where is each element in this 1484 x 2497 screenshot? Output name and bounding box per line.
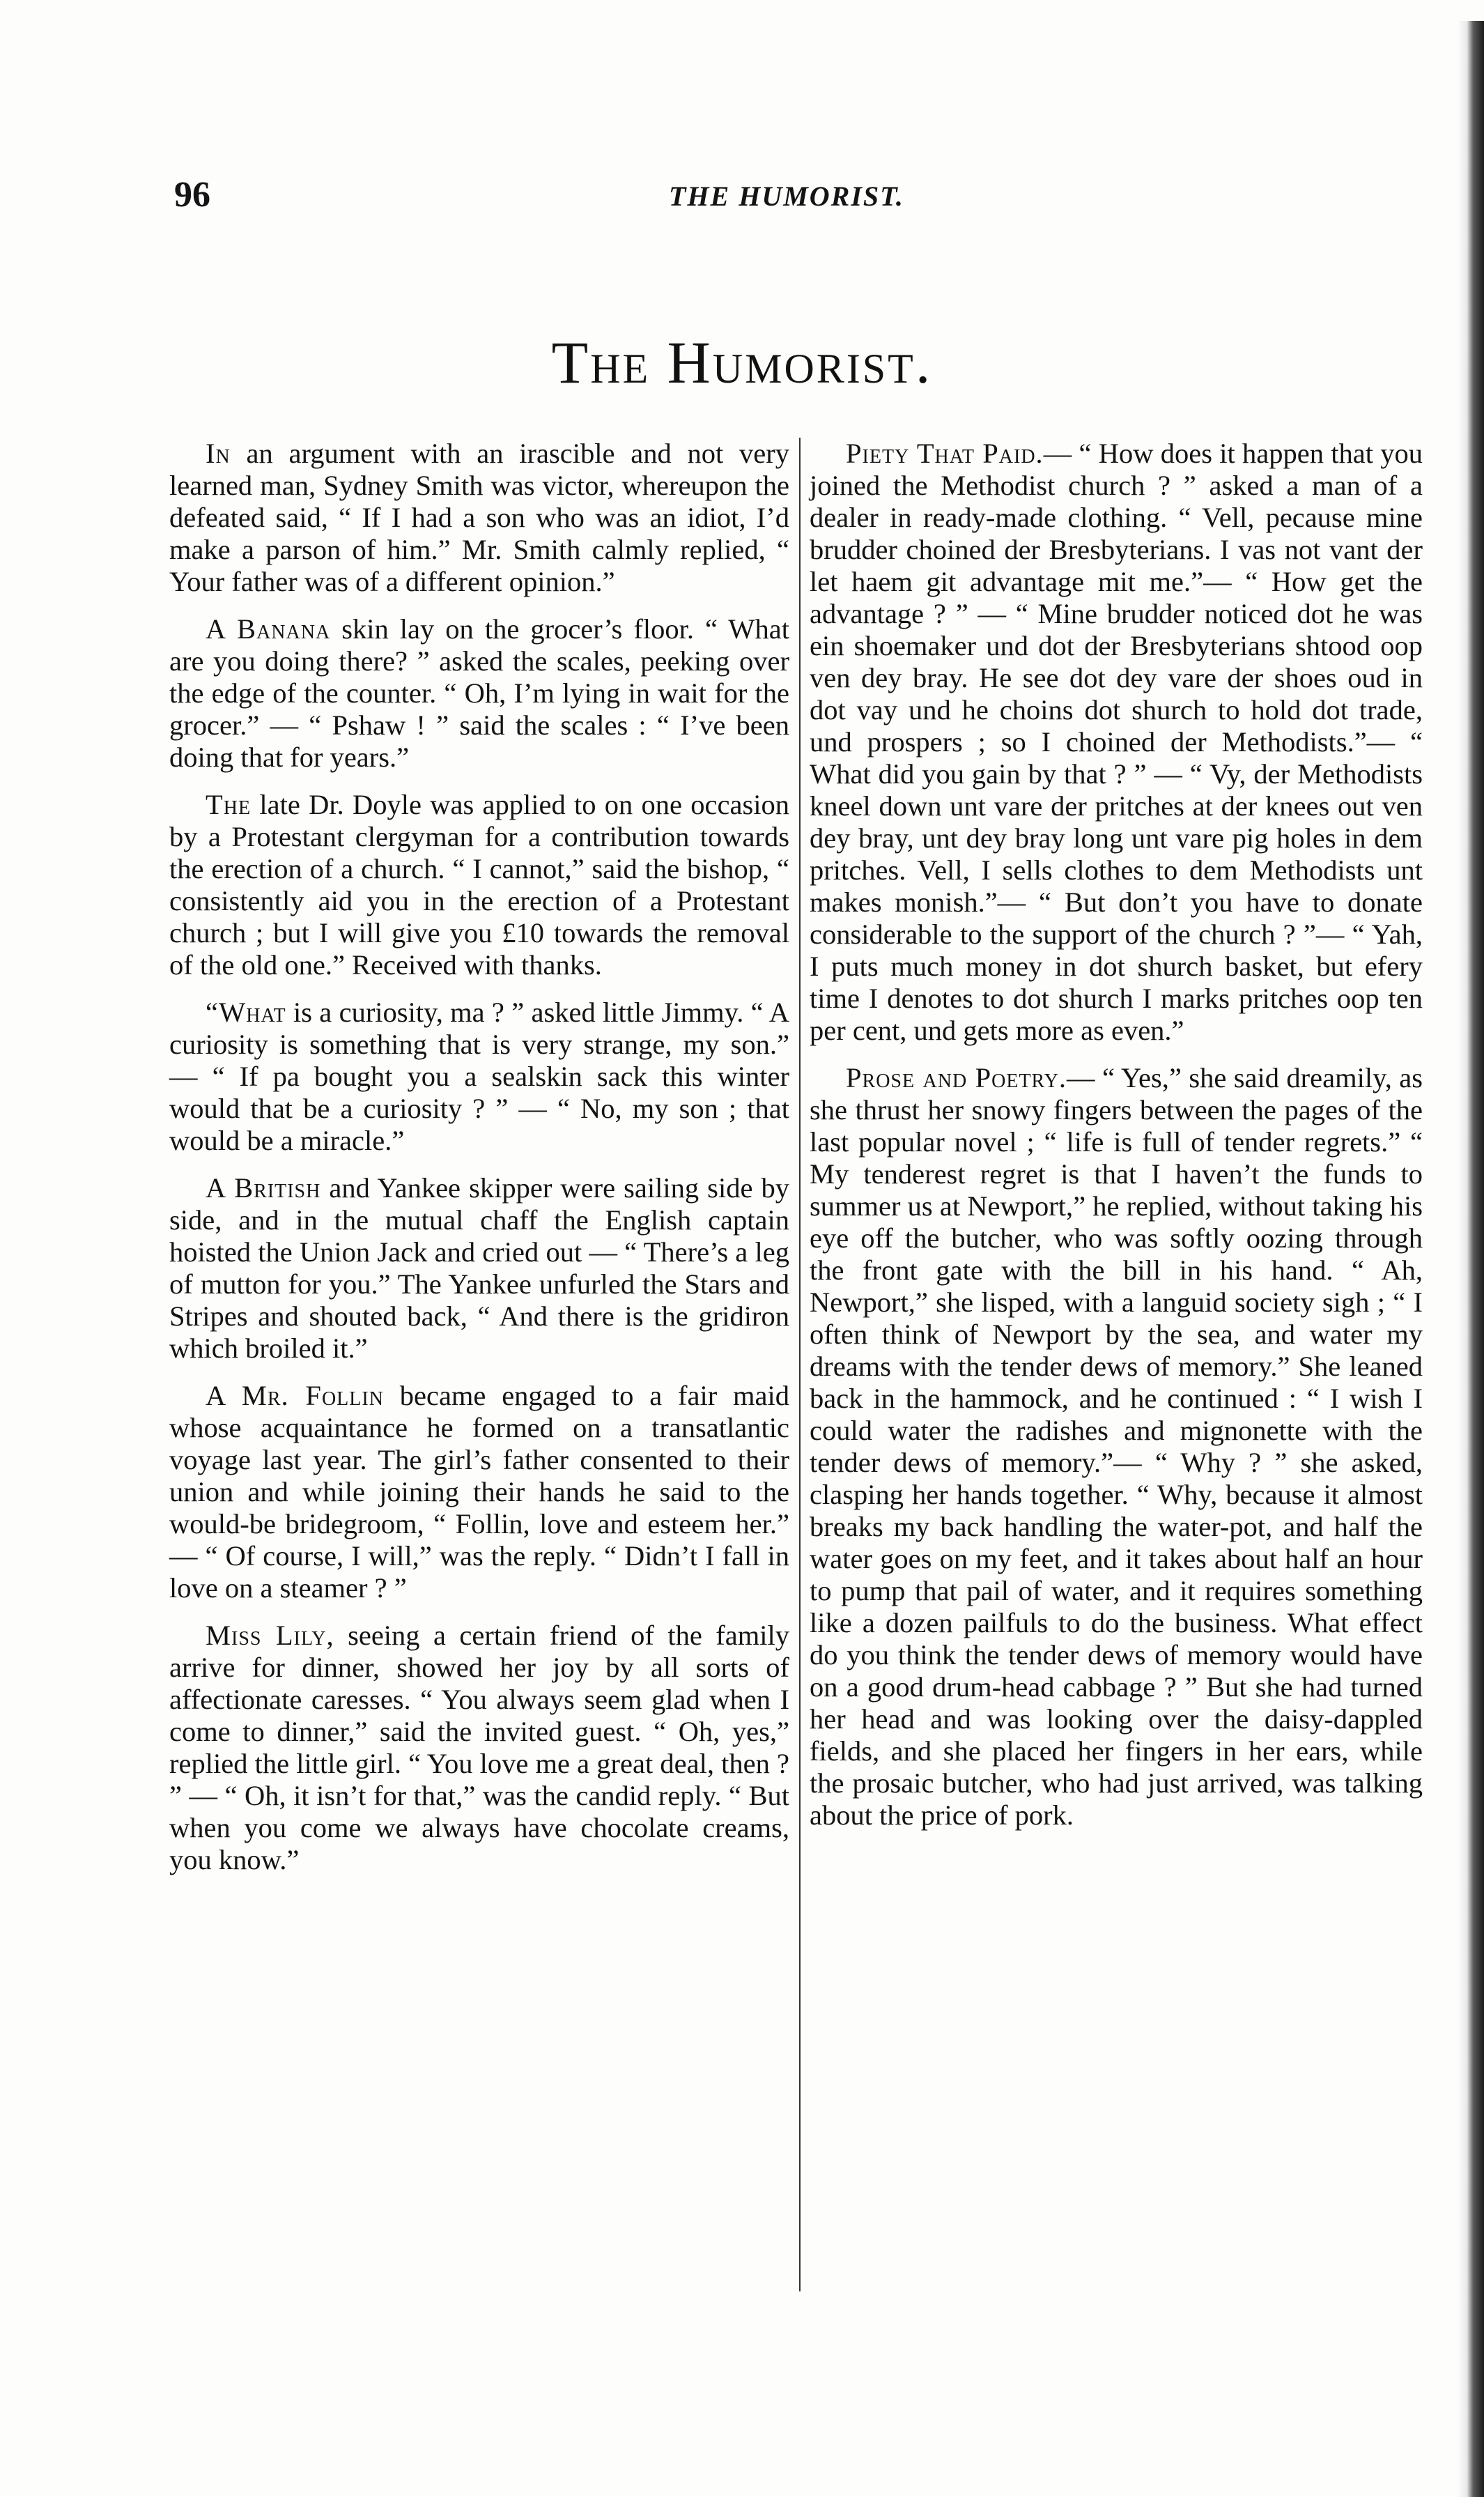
anecdote-lead: “What [206, 997, 286, 1028]
anecdote-follin [169, 1380, 789, 1604]
anecdote-text: is a curiosity, ma ? ” asked little Jimmy. “ A curiosity is something that is very strange, my son.” — “ If pa bought you a sealskin sack this winter would that be a curiosity ? ” — “ No, my son ; that would be a miracle.” [169, 997, 789, 1156]
anecdote-lead: A British [206, 1172, 321, 1204]
anecdote-text: seeing a certain friend of the family arrive for dinner, showed her joy by all sorts of affectionate caresses. “ You always seem glad when I come to dinner,” said the invited guest. “ Oh, yes,” replied the little girl. “ You love me a great deal, then ? ” — “ Oh, it isn’t for that,” was the candid reply. “ But when you come we always have chocolate creams, you know.” [169, 1620, 789, 1875]
right-column [810, 438, 1423, 1847]
anecdote-text: skin lay on the grocer’s floor. “ What are you doing there? ” asked the scales, peeking over the edge of the counter. “ Oh, I’m lying in wait for the grocer.” — “ Pshaw ! ” said the scales : “ I’ve been doing that for years.” [169, 613, 789, 773]
anecdote-text: — “ Yes,” she said dreamily, as she thrust her snowy fingers between the pages of the last popular novel ; “ life is full of tender regrets.” “ My tenderest regret is that I haven’t the funds to summer us at Newport,” he replied, without taking his eye off the butcher, who was softly oozing through the front gate with the bill in his hand. “ Ah, Newport,” she lisped, with a languid society sigh ; “ I often think of Newport by the sea, and water my dreams with the tender dews of memory.” She leaned back in the hammock, and he continued : “ I wish I could water the radishes and mignonette with the tender dews of memory.”— “ Why ? ” she asked, clasping her hands together. “ Why, because it almost breaks my back handling the water-pot, and half the water goes on my feet, and it takes about half an hour to pump that pail of water, and it requires something like a dozen pailfuls to do the business. What effect do you think the tender dews of memory would have on a good drum-head cabbage ? ” But she had turned her head and was looking over the daisy-dappled fields, and she placed her fingers in her ears, while the prosaic butcher, who had just arrived, was talking about the price of pork. [810, 1062, 1423, 1831]
anecdote-lead: A Mr. Follin [206, 1380, 384, 1411]
anecdote-lead: The [206, 789, 252, 820]
anecdote-sydney-smith [169, 438, 789, 598]
anecdote-lead: A Banana [206, 613, 331, 645]
anecdote-banana [169, 613, 789, 774]
anecdote-lead: Prose and Poetry. [846, 1062, 1067, 1093]
anecdote-curiosity [169, 997, 789, 1157]
anecdote-prose-and-poetry [810, 1062, 1423, 1831]
anecdote-dr-doyle [169, 789, 789, 981]
page-title: The Humorist. [551, 329, 933, 396]
anecdote-text: late Dr. Doyle was applied to on one occasion by a Protestant clergyman for a contribution towards the erection of a church. “ I cannot,” said the bishop, “ consistently aid you in the erection of a Protestant church ; but I will give you £10 towards the removal of the old one.” Received with thanks. [169, 789, 789, 981]
page-number: 96 [174, 175, 210, 215]
column-divider [799, 438, 801, 2291]
running-head [174, 174, 1435, 223]
anecdote-text: an argument with an irascible and not very learned man, Sydney Smith was victor, whereupon the defeated said, “ If I had a son who was an idiot, I’d make a parson of him.” Mr. Smith calmly replied, “ Your father was of a different opinion.” [169, 438, 789, 597]
anecdote-text: and Yankee skipper were sailing side by side, and in the mutual chaff the English captain hoisted the Union Jack and cried out — “ There’s a leg of mutton for you.” The Yankee unfurled the Stars and Stripes and shouted back, “ And there is the gridiron which broiled it.” [169, 1172, 789, 1364]
anecdote-lead: Piety That Paid. [846, 438, 1044, 469]
anecdote-lead: Miss Lily, [206, 1620, 334, 1651]
anecdote-lead: In [206, 438, 231, 469]
running-title: THE HUMORIST. [669, 180, 904, 212]
anecdote-miss-lily [169, 1620, 789, 1876]
anecdote-text: — “ How does it happen that you joined the Methodist church ? ” asked a man of a dealer in ready-made clothing. “ Vell, pecause mine brudder choined der Bresbyterians. I vas not vant der let haem git advantage mit me.”— “ How get the advantage ? ” — “ Mine brudder noticed dot he was ein shoemaker und dot der Bresbyterians shtood oop ven dey bray. He see dot dey vare der shoes oud in dot vay und he choins dot shurch to hold dot trade, und prospers ; so I choined der Methodists.”— “ What did you gain by that ? ” — “ Vy, der Methodists kneel down unt vare der pritches at der knees out ven dey bray, unt dey bray long unt vare pig holes in dem pritches. Vell, I sells clothes to dem Methodists unt makes monish.”— “ But don’t you have to donate considerable to the support of the church ? ”— “ Yah, I puts much money in dot shurch basket, but efery time I denotes to dot shurch I marks pritches oop ten per cent, und gets more as even.” [810, 438, 1423, 1046]
anecdote-text: became engaged to a fair maid whose acquaintance he formed on a transatlantic voyage last year. The girl’s father consented to their union and while joining their hands he said to the would-be bridegroom, “ Follin, love and esteem her.” — “ Of course, I will,” was the reply. “ Didn’t I fall in love on a steamer ? ” [169, 1380, 789, 1604]
anecdote-skippers [169, 1172, 789, 1365]
left-column [169, 438, 789, 1891]
anecdote-piety-that-paid [810, 438, 1423, 1047]
